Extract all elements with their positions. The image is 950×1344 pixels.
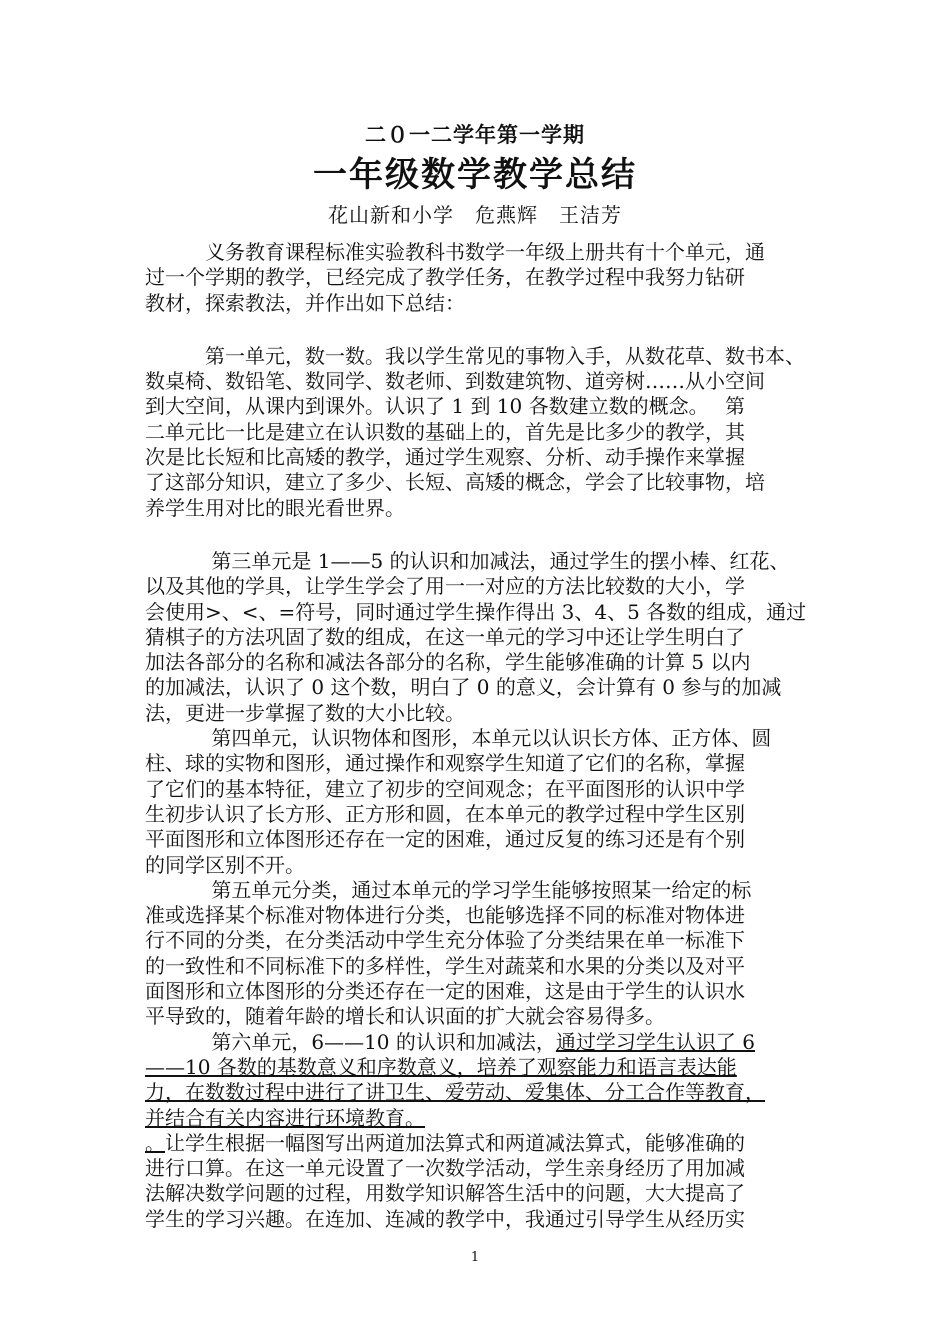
text-line: 以及其他的学具，让学生学会了用一一对应的方法比较数的大小，学	[145, 574, 745, 599]
text-line: 学生的学习兴趣。在连加、连减的教学中，我通过引导学生从经历实	[145, 1206, 745, 1231]
text-line	[145, 1131, 811, 1156]
text-line: 面图形和立体图形的分类还存在一定的困难，这是由于学生的认识水	[145, 979, 745, 1004]
term-heading: 二０一二学年第一学期	[365, 122, 585, 147]
text-line: 义务教育课程标准实验教科书数学一年级上册共有十个单元，通	[145, 240, 765, 264]
text-line: 法解决数学问题的过程，用数学知识解答生活中的问题，大大提高了	[145, 1181, 745, 1206]
text-line: 行不同的分类，在分类活动中学生充分体验了分类结果在单一标准下	[145, 928, 745, 953]
underlined-text: 。	[145, 1130, 165, 1155]
text-line: 法，更进一步掌握了数的大小比较。	[145, 700, 465, 725]
page-number: 1	[470, 1250, 480, 1265]
text-line: 的加减法，认识了 0 这个数，明白了 0 的意义，会计算有 0 参与的加减	[145, 675, 782, 700]
text-line: 了它们的基本特征，建立了初步的空间观念；在平面图形的认识中学	[145, 776, 745, 801]
document-title: 一年级数学教学总结	[313, 155, 637, 195]
authors-line: 花山新和小学 危燕辉 王洁芳	[328, 203, 622, 227]
paragraph-unit-5	[145, 878, 811, 1030]
underlined-text: 通过学习学生认识了 6	[555, 1029, 755, 1054]
text-line: 第三单元是 1——5 的认识和加减法，通过学生的摆小棒、红花、	[145, 548, 790, 573]
underlined-text-line: ——10 各数的基数意义和序数意义，培养了观察能力和语言表达能	[145, 1054, 737, 1079]
text-line: 数桌椅、数铅笔、数同学、数老师、到数建筑物、道旁树……从小空间	[145, 369, 765, 394]
underlined-text-line: 力，在数数过程中进行了讲卫生、爱劳动、爱集体、分工合作等教育，	[145, 1080, 765, 1105]
paragraph-unit-4	[145, 726, 811, 878]
text-line: 的一致性和不同标准下的多样性，学生对蔬菜和水果的分类以及对平	[145, 953, 745, 978]
text-line: 的同学区别不开。	[145, 852, 305, 877]
text-line: 过一个学期的教学，已经完成了教学任务，在教学过程中我努力钻研	[145, 265, 745, 290]
text-line: 加法各部分的名称和减法各部分的名称，学生能够准确的计算 5 以内	[145, 650, 751, 675]
paragraph-unit-3	[145, 549, 811, 726]
text-line: 了这部分知识，建立了多少、长短、高矮的概念，学会了比较事物，培	[145, 470, 765, 495]
text-line: 准或选择某个标准对物体进行分类，也能够选择不同的标准对物体进	[145, 903, 745, 928]
document-body	[145, 240, 811, 1232]
paragraph-unit-6	[145, 1030, 811, 1232]
text-line: 生初步认识了长方形、正方形和圆，在本单元的教学过程中学生区别	[145, 801, 745, 826]
text-line: 平导致的，随着年龄的增长和认识面的扩大就会容易得多。	[145, 1004, 665, 1029]
text-line: 第四单元，认识物体和图形，本单元以认识长方体、正方体、圆	[145, 726, 772, 751]
text-line: 二单元比一比是建立在认识数的基础上的，首先是比多少的教学，其	[145, 419, 745, 444]
text-line: 平面图形和立体图形还存在一定的困难，通过反复的练习还是有个别	[145, 827, 745, 852]
text-line: 会使用>、<、=符号，同时通过学生操作得出 3、4、5 各数的组成，通过	[145, 599, 807, 624]
text-line: 猜棋子的方法巩固了数的组成，在这一单元的学习中还让学生明白了	[145, 624, 745, 649]
paragraph-intro	[145, 240, 811, 316]
text-line: 到大空间，从课内到课外。认识了 1 到 10 各数建立数的概念。 第	[145, 394, 745, 419]
text-line	[145, 1030, 811, 1055]
text-line: 第一单元，数一数。我以学生常见的事物入手，从数花草、数书本、	[145, 343, 805, 368]
text-run: 第六单元，6——10 的认识和加减法，	[145, 1029, 556, 1054]
text-run: 让学生根据一幅图写出两道加法算式和两道减法算式，能够准确的	[165, 1130, 745, 1155]
document-header	[0, 120, 950, 230]
paragraph-unit-1-2	[145, 344, 811, 521]
text-line: 次是比长短和比高矮的教学，通过学生观察、分析、动手操作来掌握	[145, 445, 745, 470]
text-line: 养学生用对比的眼光看世界。	[145, 495, 405, 520]
text-line: 柱、球的实物和图形，通过操作和观察学生知道了它们的名称，掌握	[145, 751, 745, 776]
text-line: 进行口算。在这一单元设置了一次数学活动，学生亲身经历了用加减	[145, 1156, 745, 1181]
text-line: 教材，探索教法，并作出如下总结：	[145, 290, 465, 315]
underlined-text-line: 并结合有关内容进行环境教育。	[145, 1105, 425, 1130]
text-line: 第五单元分类，通过本单元的学习学生能够按照某一给定的标	[145, 877, 752, 902]
